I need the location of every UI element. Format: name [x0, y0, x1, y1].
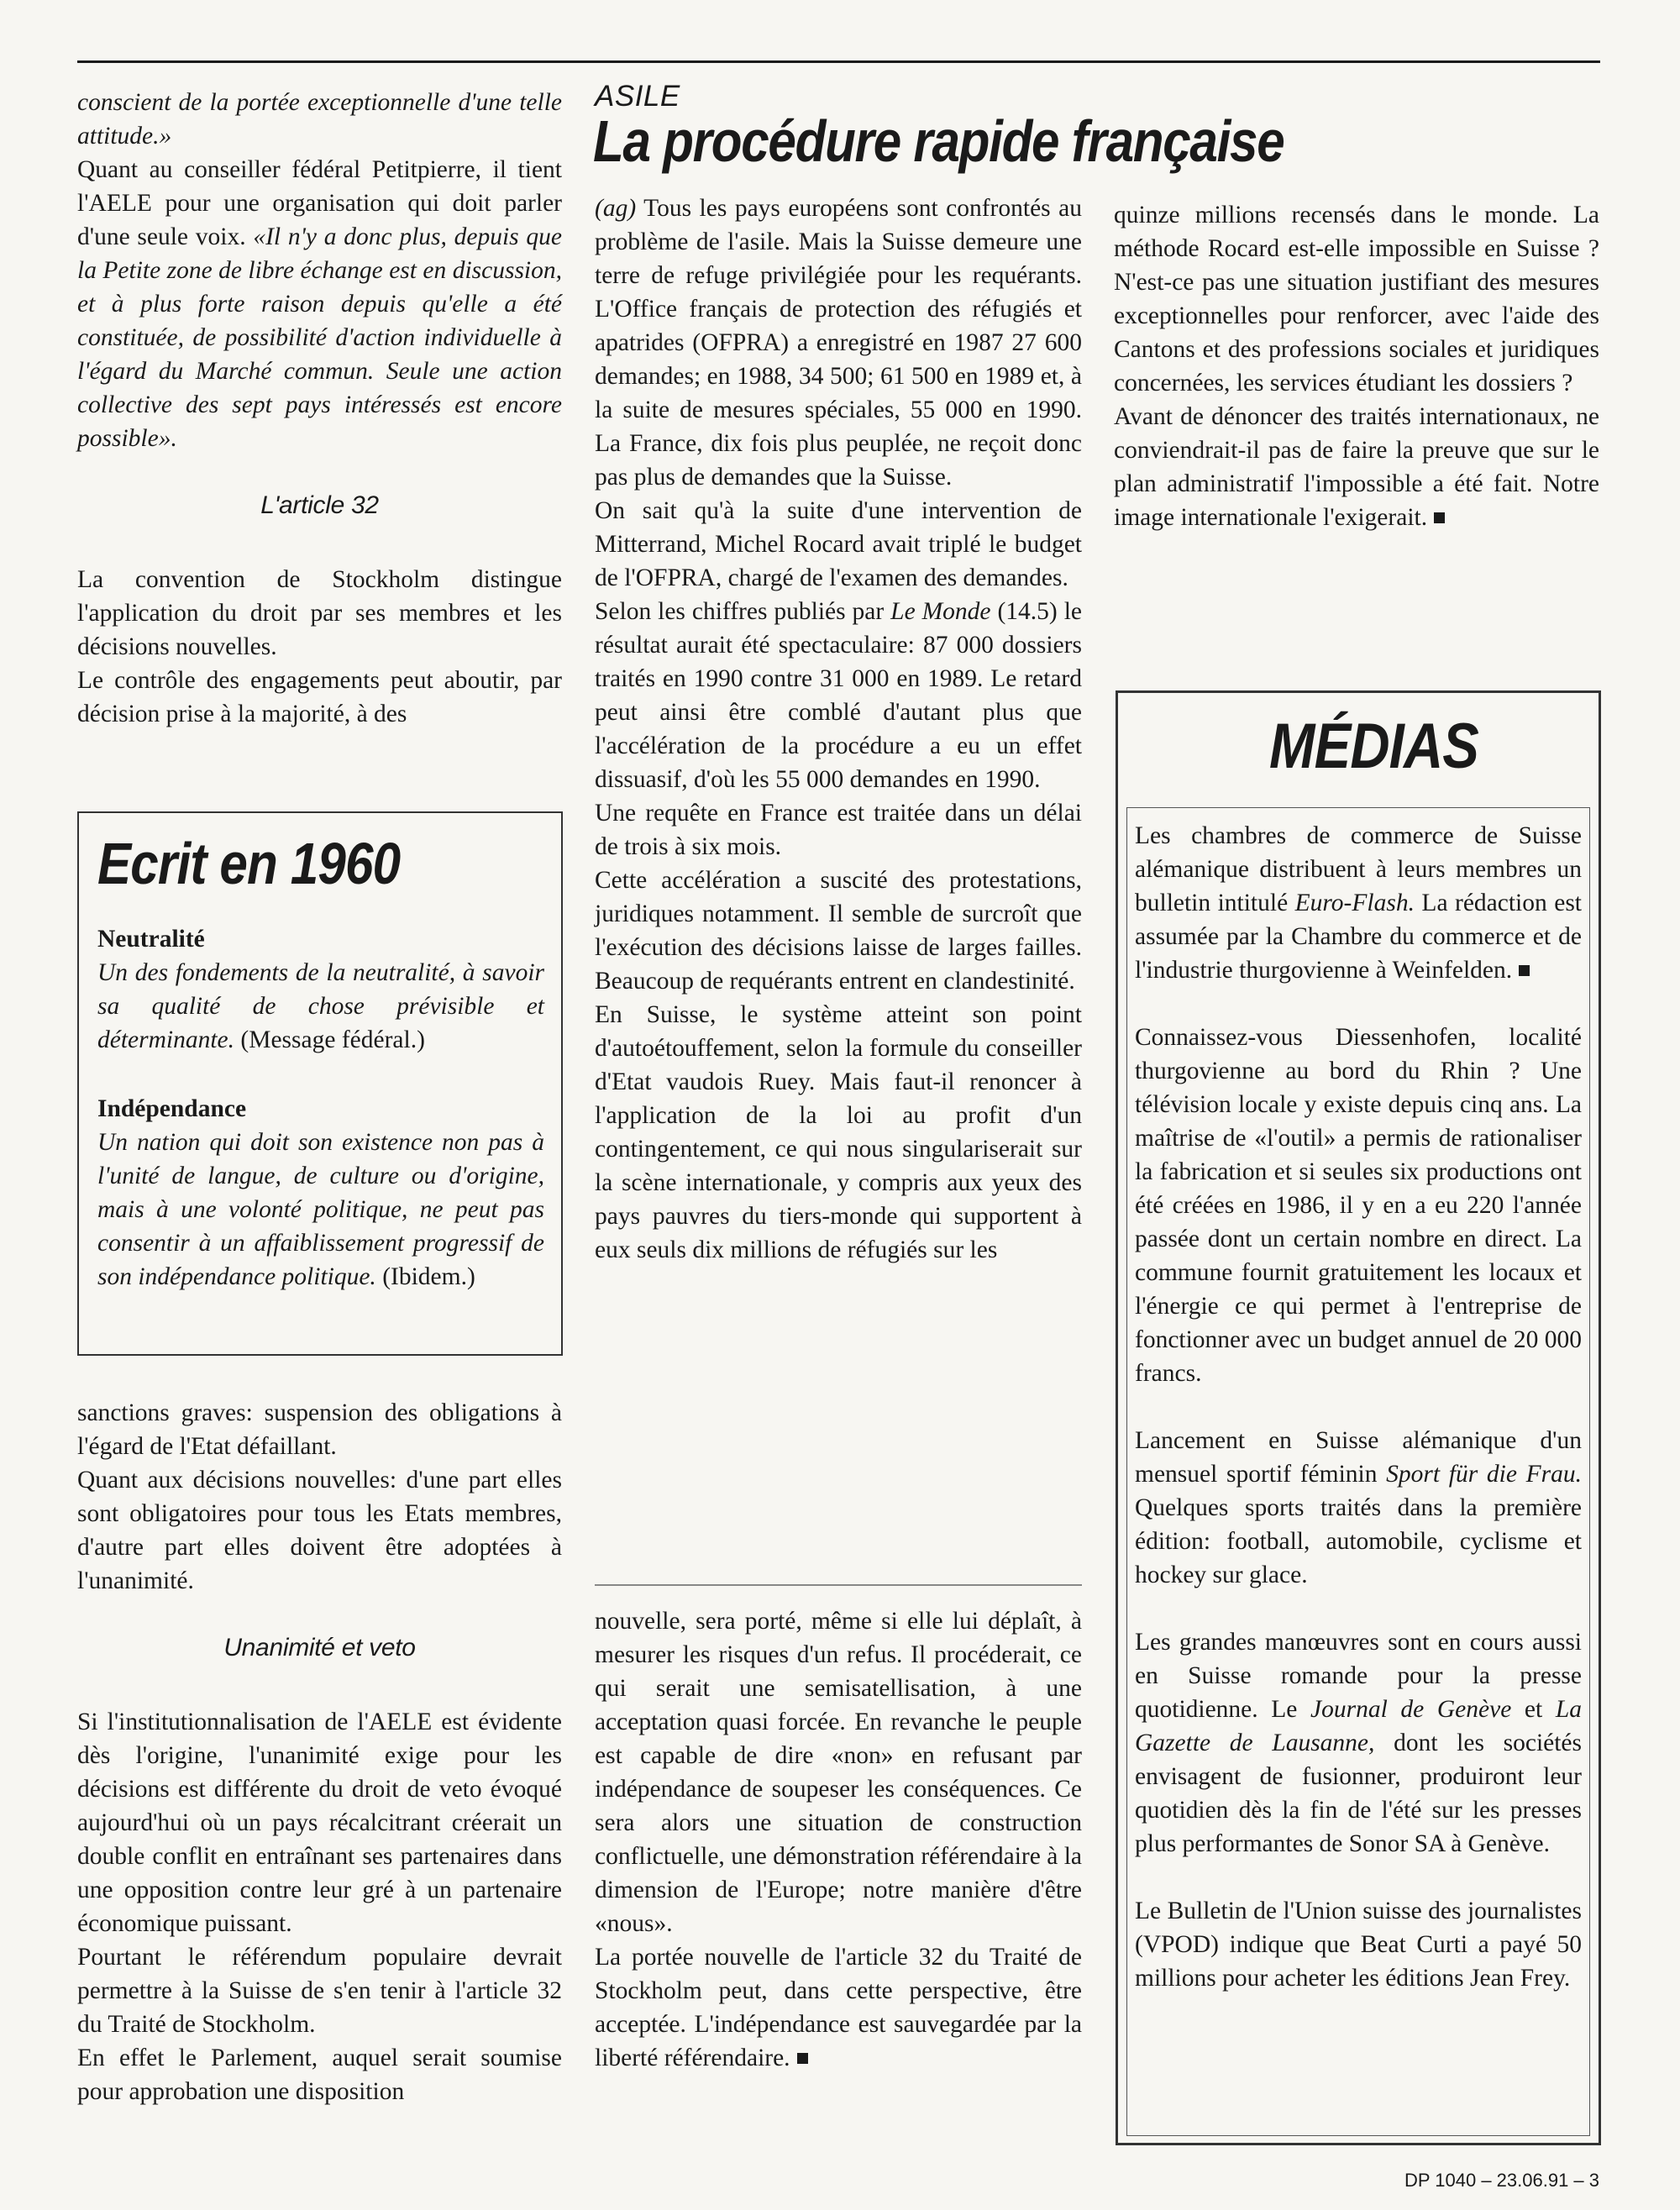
text: dont les sociétés envisagent de fusionner, produiront leur quotidien dès la fin de l'été sur les presses plus performantes de Sonor SA à Genève.: [1135, 1730, 1583, 1857]
paragraph: quinze millions recensés dans le monde. La méthode Rocard est-elle impossible en Suisse ? N'est-ce pas une situation justifiant des mesures exceptionnelles pour renforcer, avec l'aide des Cantons et des professions sociales et juridiques concernées, les services étudiant les dossiers ?: [1114, 202, 1599, 396]
top-rule: [77, 60, 1600, 63]
source: (Message fédéral.): [234, 1026, 425, 1053]
paragraph: [77, 153, 562, 455]
box-paragraph: [97, 1126, 544, 1294]
paragraph: Si l'institutionnalisation de l'AELE est évidente dès l'origine, l'unanimité exige pour les décisions est différente du droit de veto évoqué aujourd'hui où un pays récalcitrant créerait un double conflit en entraînant ses partenaires dans une opposition contre leur gré à un partenaire économique puissant.: [77, 1709, 562, 1937]
medias-text: [1135, 819, 1582, 1995]
column-3: [1114, 198, 1599, 534]
text: La rédaction est assumée par la Chambre du commerce et de l'industrie thurgovienne à Weinfelden.: [1135, 890, 1582, 984]
subheading-article-32: L'article 32: [260, 491, 379, 519]
paragraph: En Suisse, le système atteint son point d'autoétouffement, selon la formule du conseiller d'Etat vaudois Ruey. Mais faut-il renoncer à l'application de la loi au profit d'un contingentement, ce qui nous singulariserait sur la scène internationale, y compris aux yeux des pays pauvres du tiers-monde qui supportent à eux seuls dix millions de réfugiés sur les: [595, 1001, 1082, 1263]
end-mark-icon: [797, 2053, 808, 2064]
text: Quant au conseiller fédéral Petitpierre, il tient l'AELE pour une organisation qui doit parler d'une seule voix.: [77, 156, 562, 250]
text: Les chambres de commerce de Suisse alémanique distribuent à leurs membres un bulletin intitulé: [1135, 822, 1582, 916]
box-heading-independance: Indépendance: [97, 1095, 247, 1122]
text: Les grandes manœuvres sont en cours aussi en Suisse romande pour la presse quotidienne. Le: [1135, 1629, 1582, 1723]
box-title: Ecrit en 1960: [97, 831, 401, 896]
paragraph: [595, 1940, 1082, 2075]
kicker: ASILE: [595, 80, 680, 113]
paragraph: Quant aux décisions nouvelles: d'une part elles sont obligatoires pour tous les Etats membres, d'autre part elles doivent être adoptées à l'unanimité.: [77, 1467, 562, 1594]
text: (14.5) le résultat aurait été spectaculaire: 87 000 dossiers traités en 1990 contre 31 000 en 1989. Le retard peut ainsi être comblé d'autant plus que l'accélération de la procédure a eu un effet dissuasif, d'où les 55 000 demandes en 1990.: [595, 598, 1082, 793]
page-footer: DP 1040 – 23.06.91 – 3: [1404, 2170, 1599, 2191]
column-2-top: [595, 192, 1082, 1267]
text: et: [1511, 1696, 1556, 1723]
source: (Ibidem.): [375, 1263, 475, 1290]
column-1-top: [77, 86, 562, 731]
column-1-bottom: [77, 1396, 562, 2108]
publication-name: Sport für die Frau.: [1386, 1461, 1582, 1488]
column-2-bottom: [595, 1604, 1082, 2075]
box-title: MÉDIAS: [1269, 711, 1479, 782]
paragraph: [595, 192, 1082, 494]
publication-name: La Gazette de Lausanne,: [1135, 1696, 1582, 1756]
byline: (ag): [595, 195, 637, 222]
end-mark-icon: [1434, 512, 1445, 523]
medias-item: [1135, 1424, 1582, 1592]
medias-item: Connaissez-vous Diessenhofen, localité thurgovienne au bord du Rhin ? Une télévision locale y existe depuis cinq ans. La maîtrise de «l'outil» a permis de rationaliser la fabrication et si seules six productions ont été créées en 1986, il y en a eu 220 l'année passée dont un certain nombre en direct. La commune fournit gratuitement les locaux et l'énergie ce qui permet à l'entreprise de fonctionner avec un budget annuel de 20 000 francs.: [1135, 1024, 1582, 1387]
paragraph: Cette accélération a suscité des protestations, juridiques notamment. Il semble de surcroît que l'exécution des décisions laisse de larges failles. Beaucoup de requérants entrent en clandestinité.: [595, 867, 1082, 995]
paragraph: nouvelle, sera porté, même si elle lui déplaît, à mesurer les risques d'un refus. Il procéderait, ce qui serait une semisatellisation, à une acceptation quasi forcée. En revanche le peuple est capable de dire «non» en refusant par indépendance de soupeser les conséquences. Ce sera alors une situation de construction conflictuelle, une démonstration référendaire à la dimension de l'Europe; notre manière d'être «nous».: [595, 1608, 1082, 1937]
paragraph: sanctions graves: suspension des obligations à l'égard de l'Etat défaillant.: [77, 1399, 562, 1460]
text: Quelques sports traités dans la première édition: football, automobile, cyclisme et hockey sur glace.: [1135, 1494, 1582, 1588]
box-medias: [1116, 690, 1601, 2145]
text: Lancement en Suisse alémanique d'un mensuel sportif féminin: [1135, 1427, 1582, 1488]
paragraph: [1114, 400, 1599, 534]
end-mark-icon: [1519, 965, 1530, 976]
text: La portée nouvelle de l'article 32 du Traité de Stockholm peut, dans cette perspective, être acceptée. L'indépendance est sauvegardée par la liberté référendaire.: [595, 1944, 1082, 2071]
publication-name: Le Monde: [890, 598, 991, 625]
paragraph: En effet le Parlement, auquel serait soumise pour approbation une disposition: [77, 2045, 562, 2105]
column-separator: [595, 1584, 1082, 1586]
publication-name: Euro-Flash.: [1294, 890, 1415, 916]
quote: «Il n'y a donc plus, depuis que la Petite zone de libre échange est en discussion, et à plus forte raison depuis qu'elle a été constituée, de possibilité d'action individuelle à l'égard du Marché commun. Seule une action collective des sept pays intéressés est encore possible».: [77, 223, 563, 452]
quote: Un nation qui doit son existence non pas à l'unité de langue, de culture ou d'origine, mais à une volonté politique, ne peut pas consentir à un affaiblissement progressif de son indépendance politique.: [97, 1129, 544, 1290]
box-heading-neutralite: Neutralité: [97, 926, 205, 953]
paragraph: On sait qu'à la suite d'une intervention de Mitterrand, Michel Rocard avait triplé le budget de l'OFPRA, chargé de l'examen des demandes.: [595, 497, 1082, 591]
publication-name: Journal de Genève: [1310, 1696, 1512, 1723]
paragraph: Pourtant le référendum populaire devrait permettre à la Suisse de s'en tenir à l'article 32 du Traité de Stockholm.: [77, 1944, 562, 2038]
headline: La procédure rapide française: [593, 108, 1284, 174]
paragraph: Une requête en France est traitée dans un délai de trois à six mois.: [595, 800, 1082, 860]
box-paragraph: [97, 956, 544, 1057]
medias-item: [1135, 819, 1582, 987]
text: Avant de dénoncer des traités internationaux, ne conviendrait-il pas de faire la preuve que sur le plan administratif l'impossible a été fait. Notre image internationale l'exigerait.: [1114, 403, 1599, 531]
medias-item: [1135, 1625, 1582, 1861]
paragraph: conscient de la portée exceptionnelle d'une telle attitude.»: [77, 89, 562, 150]
medias-item: Le Bulletin de l'Union suisse des journalistes (VPOD) indique que Beat Curti a payé 50 millions pour acheter les éditions Jean Frey.: [1135, 1898, 1582, 1992]
paragraph: La convention de Stockholm distingue l'application du droit par ses membres et les décisions nouvelles.: [77, 566, 562, 660]
quote: Un des fondements de la neutralité, à savoir sa qualité de chose prévisible et déterminante.: [97, 959, 544, 1053]
paragraph: Le contrôle des engagements peut aboutir, par décision prise à la majorité, à des: [77, 667, 562, 727]
paragraph: [595, 595, 1082, 796]
text: Tous les pays européens sont confrontés au problème de l'asile. Mais la Suisse demeure une terre de refuge privilégiée pour les requérants. L'Office français de protection des réfugiés et apatrides (OFPRA) a enregistré en 1987 27 600 demandes; en 1988, 34 500; 61 500 en 1989 et, à la suite de mesures spéciales, 55 000 en 1990. La France, dix fois plus peuplée, ne reçoit donc pas plus de demandes que la Suisse.: [595, 195, 1082, 491]
text: Selon les chiffres publiés par: [595, 598, 891, 625]
box-ecrit-en-1960: [77, 811, 563, 1356]
subheading-unanimite: Unanimité et veto: [223, 1634, 416, 1661]
